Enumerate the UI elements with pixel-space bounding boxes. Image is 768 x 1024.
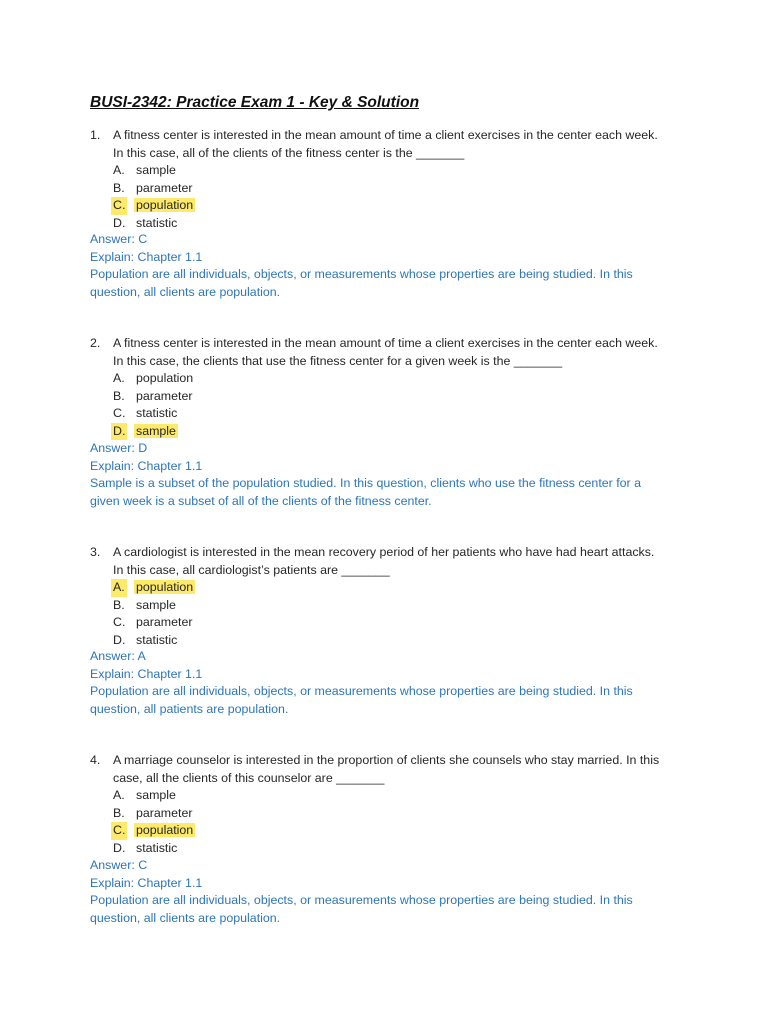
option-b xyxy=(90,388,690,406)
page-title: BUSI-2342: Practice Exam 1 - Key & Solution xyxy=(90,94,420,111)
answer-line: Answer: D xyxy=(90,441,148,455)
question-number: 2. xyxy=(90,336,101,350)
option-text: population xyxy=(136,823,194,837)
option-b xyxy=(90,805,690,823)
option-letter: D. xyxy=(113,840,126,855)
question-text-line-1: A fitness center is interested in the mean amount of time a client exercises in the center each week. xyxy=(113,336,658,350)
option-letter: B. xyxy=(113,597,125,612)
question-number: 4. xyxy=(90,753,101,767)
explain-line: Explain: Chapter 1.1 xyxy=(90,666,203,681)
option-letter: C. xyxy=(113,615,126,629)
option-letter: C. xyxy=(113,406,126,420)
option-text: statistic xyxy=(136,632,178,647)
question-text-line-2: In this case, all cardiologist’s patients are _______ xyxy=(113,562,390,577)
option-a-highlighted xyxy=(90,579,690,597)
option-text: statistic xyxy=(136,840,178,855)
explanation-line-1: Sample is a subset of the population studied. In this question, clients who use the fitness center for a xyxy=(90,476,642,490)
option-c xyxy=(90,614,690,632)
answer-block-4 xyxy=(90,857,690,927)
explain-line: Explain: Chapter 1.1 xyxy=(90,458,203,473)
answer-block-1 xyxy=(90,231,690,301)
option-letter: D. xyxy=(111,423,127,441)
option-letter: A. xyxy=(113,788,125,802)
option-text: statistic xyxy=(136,215,178,230)
explanation-line-2: question, all clients are population. xyxy=(90,910,281,925)
question-text-line-1: A cardiologist is interested in the mean recovery period of her patients who have had heart attacks. xyxy=(113,545,655,559)
option-text: sample xyxy=(136,597,176,612)
option-text: parameter xyxy=(136,388,193,403)
option-a xyxy=(90,370,690,388)
answer-block-3 xyxy=(90,648,690,718)
option-d-highlighted xyxy=(90,423,690,441)
question-3 xyxy=(90,544,690,649)
option-c xyxy=(90,405,690,423)
question-text-line-1: A fitness center is interested in the mean amount of time a client exercises in the center each week. xyxy=(113,128,658,142)
option-d xyxy=(90,840,690,858)
option-letter: A. xyxy=(113,163,125,177)
option-a xyxy=(90,787,690,805)
option-letter: B. xyxy=(113,805,125,820)
explanation-line-2: question, all clients are population. xyxy=(90,284,281,299)
option-text: population xyxy=(136,580,194,594)
option-c-highlighted xyxy=(90,197,690,215)
question-number: 1. xyxy=(90,128,101,142)
answer-line: Answer: C xyxy=(90,232,148,246)
explanation-line-2: given week is a subset of all of the clients of the fitness center. xyxy=(90,493,432,508)
option-letter: A. xyxy=(111,579,127,597)
option-letter: C. xyxy=(111,197,127,215)
question-2 xyxy=(90,335,690,440)
option-text: sample xyxy=(136,423,176,438)
question-number: 3. xyxy=(90,545,101,559)
option-b xyxy=(90,180,690,198)
option-text: population xyxy=(136,198,194,212)
question-text-line-2: In this case, the clients that use the fitness center for a given week is the _______ xyxy=(113,353,563,368)
explain-line: Explain: Chapter 1.1 xyxy=(90,875,203,890)
option-text: statistic xyxy=(136,406,178,420)
option-c-highlighted xyxy=(90,822,690,840)
explanation-line-2: question, all patients are population. xyxy=(90,701,289,716)
option-letter: B. xyxy=(113,180,125,195)
answer-line: Answer: A xyxy=(90,649,146,663)
option-text: population xyxy=(136,371,194,385)
explanation-line-1: Population are all individuals, objects, or measurements whose properties are being studied. In this xyxy=(90,267,633,281)
explanation-line-1: Population are all individuals, objects, or measurements whose properties are being studied. In this xyxy=(90,893,633,907)
option-text: sample xyxy=(136,788,176,802)
question-4 xyxy=(90,752,690,857)
explain-line: Explain: Chapter 1.1 xyxy=(90,249,203,264)
option-text: parameter xyxy=(136,805,193,820)
answer-block-2 xyxy=(90,440,690,510)
option-text: parameter xyxy=(136,180,193,195)
question-1 xyxy=(90,127,690,232)
option-letter: D. xyxy=(113,215,126,230)
answer-line: Answer: C xyxy=(90,858,148,872)
option-a xyxy=(90,162,690,180)
option-d xyxy=(90,215,690,233)
option-d xyxy=(90,632,690,650)
question-text-line-2: In this case, all of the clients of the fitness center is the _______ xyxy=(113,145,465,160)
option-letter: A. xyxy=(113,371,125,385)
option-text: parameter xyxy=(136,615,193,629)
option-letter: B. xyxy=(113,388,125,403)
option-letter: D. xyxy=(113,632,126,647)
option-letter: C. xyxy=(111,822,127,840)
option-b xyxy=(90,597,690,615)
option-text: sample xyxy=(136,163,176,177)
explanation-line-1: Population are all individuals, objects, or measurements whose properties are being studied. In this xyxy=(90,684,633,698)
question-text-line-1: A marriage counselor is interested in the proportion of clients she counsels who stay married. In this xyxy=(113,753,660,767)
question-text-line-2: case, all the clients of this counselor are _______ xyxy=(113,770,385,785)
